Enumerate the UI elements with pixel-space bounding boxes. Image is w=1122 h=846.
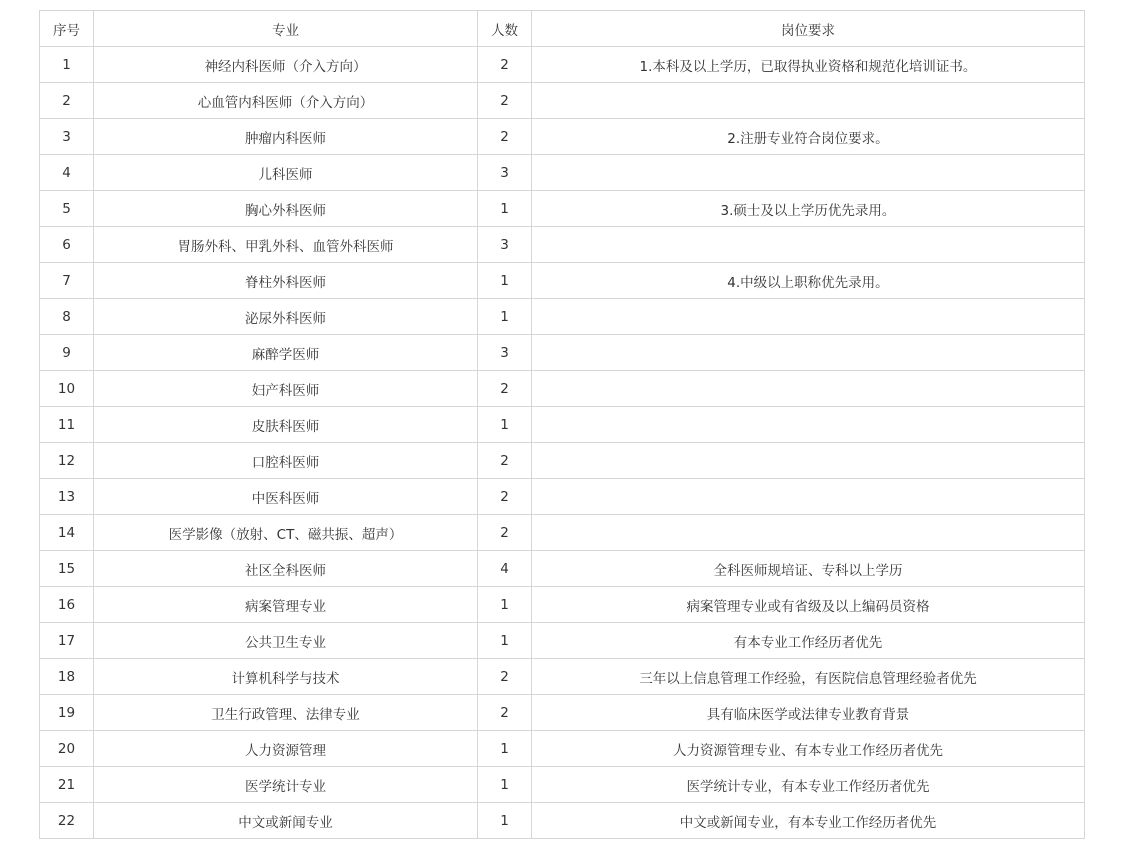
cell-requirements: 3.硕士及以上学历优先录用。 xyxy=(532,191,1085,227)
table-row xyxy=(40,479,1085,515)
cell-number: 17 xyxy=(40,623,94,659)
header-major: 专业 xyxy=(94,11,478,47)
cell-count: 2 xyxy=(478,443,532,479)
cell-requirements: 1.本科及以上学历，已取得执业资格和规范化培训证书。 xyxy=(532,47,1085,83)
table-row xyxy=(40,587,1085,623)
table-row xyxy=(40,263,1085,299)
cell-major: 胃肠外科、甲乳外科、血管外科医师 xyxy=(94,227,478,263)
table-row xyxy=(40,335,1085,371)
table-row xyxy=(40,443,1085,479)
cell-major: 麻醉学医师 xyxy=(94,335,478,371)
cell-major: 胸心外科医师 xyxy=(94,191,478,227)
cell-requirements: 具有临床医学或法律专业教育背景 xyxy=(532,695,1085,731)
cell-requirements: 中文或新闻专业，有本专业工作经历者优先 xyxy=(532,803,1085,839)
header-requirements: 岗位要求 xyxy=(532,11,1085,47)
cell-count: 1 xyxy=(478,263,532,299)
cell-number: 1 xyxy=(40,47,94,83)
job-table-container xyxy=(39,10,1085,839)
table-row xyxy=(40,623,1085,659)
cell-requirements xyxy=(532,443,1085,479)
cell-number: 7 xyxy=(40,263,94,299)
table-row xyxy=(40,47,1085,83)
cell-count: 1 xyxy=(478,407,532,443)
cell-major: 神经内科医师（介入方向） xyxy=(94,47,478,83)
cell-requirements xyxy=(532,479,1085,515)
table-row xyxy=(40,83,1085,119)
cell-count: 1 xyxy=(478,623,532,659)
cell-number: 11 xyxy=(40,407,94,443)
cell-number: 4 xyxy=(40,155,94,191)
cell-count: 1 xyxy=(478,767,532,803)
cell-requirements: 人力资源管理专业、有本专业工作经历者优先 xyxy=(532,731,1085,767)
cell-requirements xyxy=(532,83,1085,119)
cell-major: 泌尿外科医师 xyxy=(94,299,478,335)
cell-requirements xyxy=(532,407,1085,443)
cell-count: 1 xyxy=(478,803,532,839)
cell-number: 2 xyxy=(40,83,94,119)
cell-number: 21 xyxy=(40,767,94,803)
table-row xyxy=(40,191,1085,227)
cell-major: 儿科医师 xyxy=(94,155,478,191)
cell-count: 2 xyxy=(478,515,532,551)
cell-number: 13 xyxy=(40,479,94,515)
cell-requirements: 全科医师规培证、专科以上学历 xyxy=(532,551,1085,587)
cell-number: 9 xyxy=(40,335,94,371)
table-row xyxy=(40,551,1085,587)
cell-count: 4 xyxy=(478,551,532,587)
table-row xyxy=(40,227,1085,263)
cell-requirements xyxy=(532,227,1085,263)
cell-number: 5 xyxy=(40,191,94,227)
header-count: 人数 xyxy=(478,11,532,47)
header-number: 序号 xyxy=(40,11,94,47)
table-row xyxy=(40,695,1085,731)
cell-count: 2 xyxy=(478,119,532,155)
cell-major: 脊柱外科医师 xyxy=(94,263,478,299)
cell-major: 中医科医师 xyxy=(94,479,478,515)
cell-major: 医学统计专业 xyxy=(94,767,478,803)
cell-number: 12 xyxy=(40,443,94,479)
cell-number: 18 xyxy=(40,659,94,695)
table-row xyxy=(40,803,1085,839)
cell-major: 卫生行政管理、法律专业 xyxy=(94,695,478,731)
cell-requirements xyxy=(532,155,1085,191)
cell-major: 公共卫生专业 xyxy=(94,623,478,659)
cell-requirements: 4.中级以上职称优先录用。 xyxy=(532,263,1085,299)
table-row xyxy=(40,299,1085,335)
table-row xyxy=(40,371,1085,407)
cell-count: 2 xyxy=(478,83,532,119)
table-row xyxy=(40,767,1085,803)
table-body xyxy=(40,47,1085,839)
cell-major: 社区全科医师 xyxy=(94,551,478,587)
table-row xyxy=(40,731,1085,767)
cell-count: 1 xyxy=(478,587,532,623)
cell-number: 6 xyxy=(40,227,94,263)
cell-count: 3 xyxy=(478,155,532,191)
cell-number: 20 xyxy=(40,731,94,767)
cell-major: 中文或新闻专业 xyxy=(94,803,478,839)
cell-number: 16 xyxy=(40,587,94,623)
cell-number: 8 xyxy=(40,299,94,335)
cell-count: 3 xyxy=(478,227,532,263)
cell-count: 2 xyxy=(478,47,532,83)
table-header-row xyxy=(40,11,1085,47)
cell-requirements: 病案管理专业或有省级及以上编码员资格 xyxy=(532,587,1085,623)
cell-major: 心血管内科医师（介入方向） xyxy=(94,83,478,119)
cell-count: 1 xyxy=(478,731,532,767)
job-table xyxy=(39,10,1085,839)
cell-number: 22 xyxy=(40,803,94,839)
cell-count: 2 xyxy=(478,659,532,695)
table-row xyxy=(40,119,1085,155)
cell-count: 2 xyxy=(478,695,532,731)
cell-requirements: 医学统计专业，有本专业工作经历者优先 xyxy=(532,767,1085,803)
table-row xyxy=(40,659,1085,695)
cell-major: 口腔科医师 xyxy=(94,443,478,479)
cell-major: 人力资源管理 xyxy=(94,731,478,767)
cell-major: 医学影像（放射、CT、磁共振、超声） xyxy=(94,515,478,551)
table-row xyxy=(40,407,1085,443)
cell-number: 10 xyxy=(40,371,94,407)
cell-requirements xyxy=(532,299,1085,335)
cell-requirements xyxy=(532,371,1085,407)
cell-major: 计算机科学与技术 xyxy=(94,659,478,695)
cell-requirements: 2.注册专业符合岗位要求。 xyxy=(532,119,1085,155)
cell-major: 皮肤科医师 xyxy=(94,407,478,443)
cell-number: 14 xyxy=(40,515,94,551)
cell-requirements xyxy=(532,335,1085,371)
cell-count: 1 xyxy=(478,299,532,335)
cell-count: 3 xyxy=(478,335,532,371)
cell-count: 2 xyxy=(478,479,532,515)
cell-requirements: 三年以上信息管理工作经验，有医院信息管理经验者优先 xyxy=(532,659,1085,695)
cell-number: 15 xyxy=(40,551,94,587)
cell-number: 3 xyxy=(40,119,94,155)
cell-requirements xyxy=(532,515,1085,551)
table-row xyxy=(40,155,1085,191)
cell-number: 19 xyxy=(40,695,94,731)
cell-major: 肿瘤内科医师 xyxy=(94,119,478,155)
cell-major: 病案管理专业 xyxy=(94,587,478,623)
table-row xyxy=(40,515,1085,551)
cell-count: 1 xyxy=(478,191,532,227)
cell-count: 2 xyxy=(478,371,532,407)
cell-requirements: 有本专业工作经历者优先 xyxy=(532,623,1085,659)
cell-major: 妇产科医师 xyxy=(94,371,478,407)
